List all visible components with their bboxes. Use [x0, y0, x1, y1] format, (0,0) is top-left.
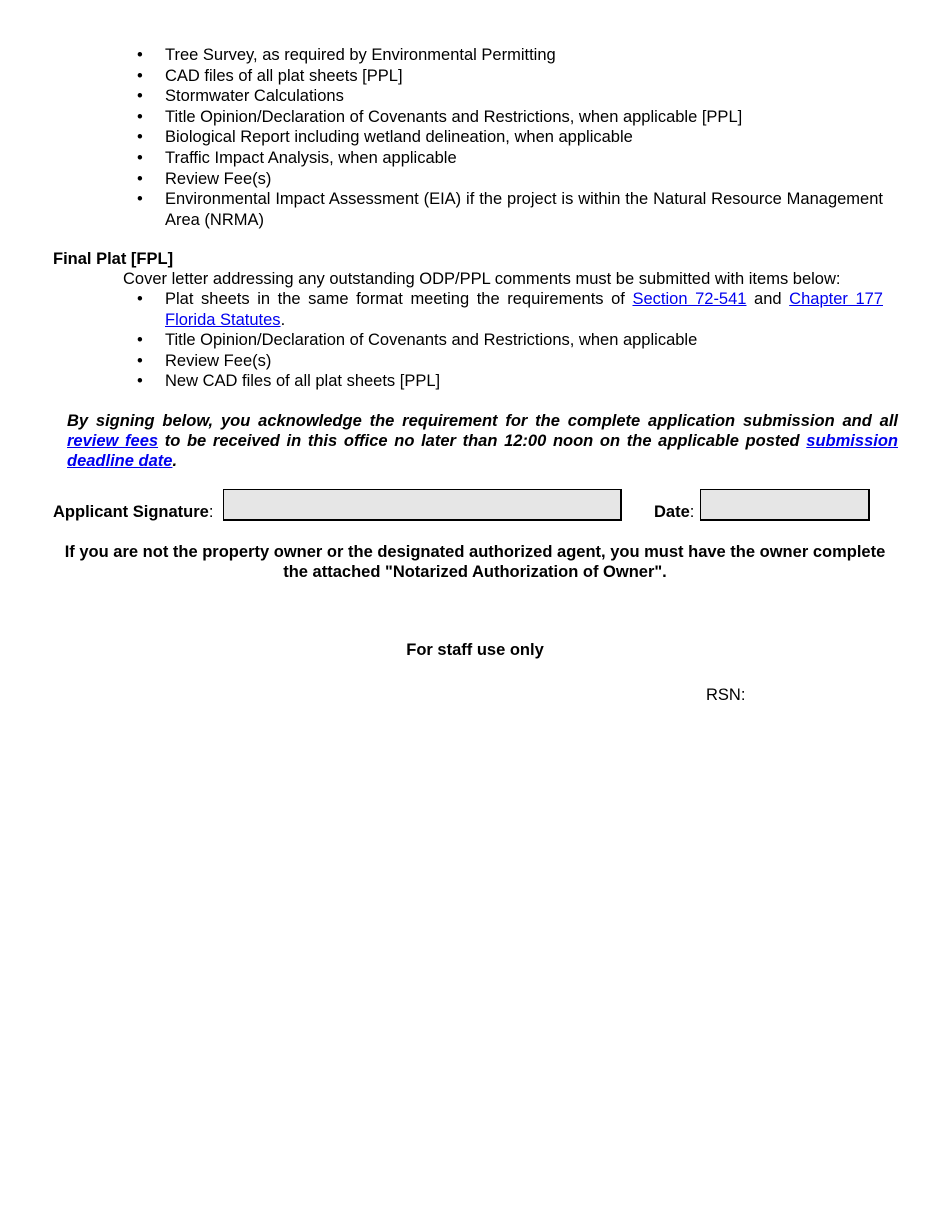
list-item: • Stormwater Calculations: [137, 87, 344, 106]
bullet-icon: •: [137, 66, 143, 85]
bullet-icon: •: [137, 128, 143, 147]
final-plat-heading: Final Plat [FPL]: [53, 250, 174, 268]
list-item: • Tree Survey, as required by Environmental Permitting: [137, 46, 556, 64]
bullet-icon: •: [137, 351, 143, 370]
bullet-icon: •: [137, 372, 143, 391]
acknowledgement-statement: By signing below, you acknowledge the requirement for the complete application submission and all review fees to be received in this office no later than 12:00 noon on the applicable posted submission deadline date.: [67, 412, 898, 470]
review-fees-link[interactable]: review fees: [67, 432, 159, 450]
cover-letter-instruction: Cover letter addressing any outstanding ODP/PPL comments must be submitted with items below:: [123, 270, 841, 288]
bullet-icon: •: [137, 190, 143, 209]
rsn-label: RSN:: [706, 686, 746, 704]
bullet-icon: •: [137, 169, 143, 188]
bullet-icon: •: [137, 107, 143, 126]
list-item: • Environmental Impact Assessment (EIA) if the project is within the Natural Resource Management Area (NRMA): [137, 190, 883, 229]
chapter-177-link[interactable]: Chapter 177 Florida Statutes: [165, 290, 883, 329]
bullet-icon: •: [137, 148, 143, 167]
list-item: • Review Fee(s): [137, 169, 272, 188]
list-item: • CAD files of all plat sheets [PPL]: [137, 66, 403, 85]
date-label: Date:: [654, 503, 695, 521]
list-item: • Review Fee(s): [137, 351, 272, 370]
requirements-list: [137, 45, 883, 230]
submission-deadline-link[interactable]: submission deadline date: [67, 432, 898, 470]
list-item: • Title Opinion/Declaration of Covenants and Restrictions, when applicable: [137, 331, 698, 350]
applicant-signature-label: Applicant Signature:: [53, 503, 214, 521]
applicant-signature-field[interactable]: [223, 489, 622, 521]
list-item: • Title Opinion/Declaration of Covenants and Restrictions, when applicable [PPL]: [137, 107, 743, 126]
section-72-541-link[interactable]: Section 72-541: [632, 290, 747, 308]
bullet-icon: •: [137, 331, 143, 350]
bullet-icon: •: [137, 46, 143, 64]
final-plat-list: [137, 289, 883, 392]
list-item: • New CAD files of all plat sheets [PPL]: [137, 372, 441, 391]
list-item: • Biological Report including wetland delineation, when applicable: [137, 128, 633, 147]
bullet-icon: •: [137, 290, 143, 308]
date-field[interactable]: [700, 489, 870, 521]
owner-authorization-notice: If you are not the property owner or the designated authorized agent, you must have the owner complete the attached "Notarized Authorization of Owner".: [64, 543, 886, 581]
bullet-icon: •: [137, 87, 143, 106]
list-item: • Plat sheets in the same format meeting the requirements of Section 72-541 and Chapter 177 Florida Statutes.: [137, 290, 883, 329]
staff-use-heading: For staff use only: [406, 641, 544, 659]
list-item: • Traffic Impact Analysis, when applicable: [137, 148, 457, 167]
